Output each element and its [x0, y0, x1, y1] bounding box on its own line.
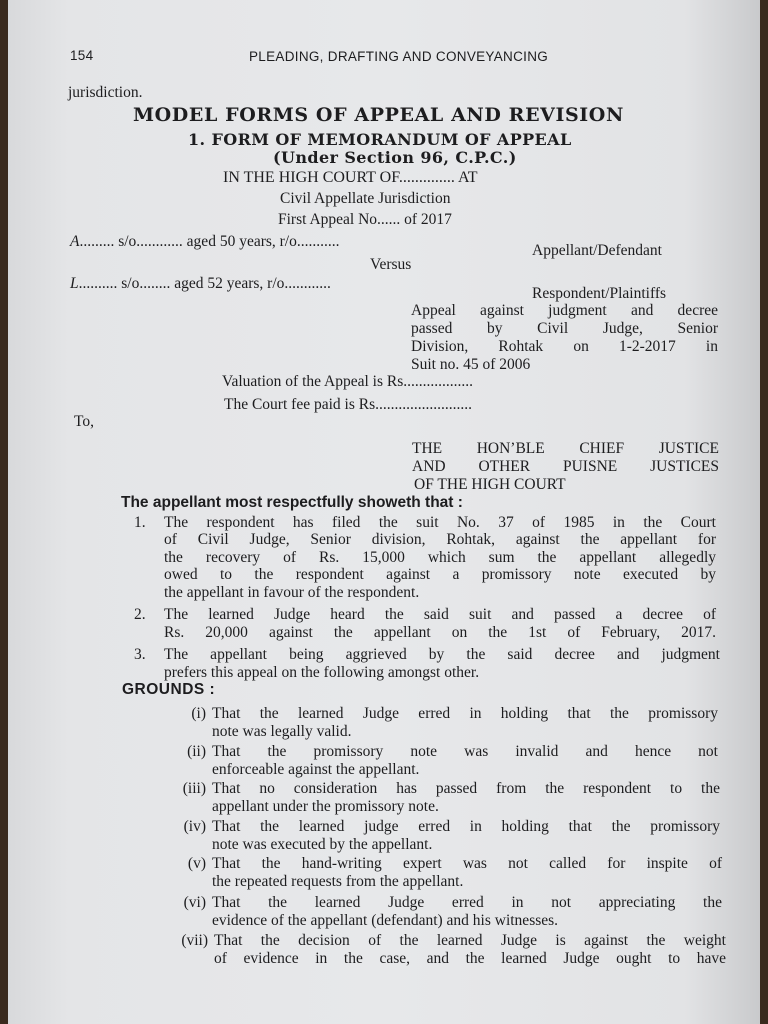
ground-number: (iii) [182, 780, 206, 797]
ground-number: (v) [187, 855, 206, 872]
paragraph-line: the recovery of Rs. 15,000 which sum the appellant allegedly [164, 548, 716, 566]
form-subtitle: 1. FORM OF MEMORANDUM OF APPEAL [188, 130, 572, 149]
court-line: IN THE HIGH COURT OF.............. AT [223, 169, 478, 186]
paragraph-line: the appellant in favour of the respondent. [164, 583, 420, 601]
addressee-line: OF THE HIGH COURT [414, 476, 566, 493]
paragraph-line: The appellant being aggrieved by the said decree and judgment [164, 646, 720, 663]
appeal-against-line: Suit no. 45 of 2006 [411, 356, 531, 373]
ground-line: That the learned Judge erred in holding that the promissory [212, 705, 718, 722]
appellant-name: A [70, 233, 80, 250]
addressee-line: THE HON’BLE CHIEF JUSTICE [412, 440, 719, 457]
showeth-heading: The appellant most respectfully showeth that : [121, 494, 463, 511]
jurisdiction-line: Civil Appellate Jurisdiction [280, 190, 451, 207]
valuation-line: Valuation of the Appeal is Rs.................. [222, 373, 473, 390]
paragraph-line: Rs. 20,000 against the appellant on the 1st of February, 2017. [164, 624, 716, 641]
ground-line: enforceable against the appellant. [212, 760, 420, 778]
respondent-role: Respondent/Plaintiffs [532, 285, 667, 302]
appeal-against-line: Division, Rohtak on 1-2-2017 in [411, 338, 718, 355]
appellant-details: ......... s/o............ aged 50 years, r/o........... [79, 233, 340, 250]
ground-line: of evidence in the case, and the learned Judge ought to have [214, 950, 726, 967]
addressee-block [412, 440, 719, 494]
ground-line: evidence of the appellant (defendant) and his witnesses. [212, 911, 559, 929]
paragraph-number: 3. [134, 646, 146, 663]
ground-number: (iv) [183, 818, 206, 835]
running-title: PLEADING, DRAFTING AND CONVEYANCING [249, 49, 549, 64]
ground-number: (vii) [181, 932, 208, 949]
respondent-line [70, 275, 331, 293]
paragraph-number: 2. [134, 606, 146, 623]
appellant-line [70, 233, 340, 251]
appellant-role: Appellant/Defendant [532, 242, 662, 259]
appeal-number-line: First Appeal No...... of 2017 [278, 211, 452, 228]
paragraph-line: The learned Judge heard the said suit and passed a decree of [164, 606, 716, 623]
appeal-against-line: passed by Civil Judge, Senior [411, 320, 718, 337]
appeal-against-line: Appeal against judgment and decree [411, 302, 718, 319]
ground-line: note was executed by the appellant. [212, 835, 433, 853]
page-title: MODEL FORMS OF APPEAL AND REVISION [133, 104, 624, 126]
ground-line: That the promissory note was invalid and hence not [212, 743, 718, 760]
page-number: 154 [70, 48, 94, 63]
ground-line: That the learned judge erred in holding that the promissory [212, 818, 720, 835]
ground-line: That the decision of the learned Judge is against the weight [214, 932, 726, 949]
ground-number: (ii) [187, 743, 206, 760]
addressee-line: AND OTHER PUISNE JUSTICES [412, 458, 719, 475]
ground-line: That the hand-writing expert was not called for inspite of [212, 855, 722, 872]
ground-line: the repeated requests from the appellant. [212, 872, 464, 890]
paragraph-line: prefers this appeal on the following amongst other. [164, 664, 480, 681]
paragraph-line: The respondent has filed the suit No. 37 of 1985 in the Court [164, 514, 716, 531]
ground-number: (i) [191, 705, 206, 722]
respondent-details: .......... s/o........ aged 52 years, r/o............ [78, 275, 331, 292]
ground-number: (vi) [183, 894, 206, 911]
intro-word: jurisdiction. [68, 84, 143, 101]
paragraph-line: of Civil Judge, Senior division, Rohtak, against the appellant for [164, 531, 716, 549]
grounds-heading: GROUNDS : [122, 681, 216, 698]
ground-line: appellant under the promissory note. [212, 797, 439, 815]
ground-line: That the learned Judge erred in not appreciating the [212, 894, 722, 911]
paragraph-number: 1. [134, 514, 146, 531]
paragraph-line: owed to the respondent against a promissory note executed by [164, 566, 716, 584]
respondent-name: L [70, 275, 79, 292]
section-reference: (Under Section 96, C.P.C.) [273, 148, 517, 167]
appeal-against-block [411, 302, 718, 374]
court-fee-line: The Court fee paid is Rs......................... [224, 396, 472, 413]
book-page [8, 0, 760, 1024]
ground-line: That no consideration has passed from the respondent to the [212, 780, 720, 797]
ground-line: note was legally valid. [212, 722, 352, 740]
versus-label: Versus [370, 256, 412, 273]
to-line: To, [74, 413, 95, 430]
